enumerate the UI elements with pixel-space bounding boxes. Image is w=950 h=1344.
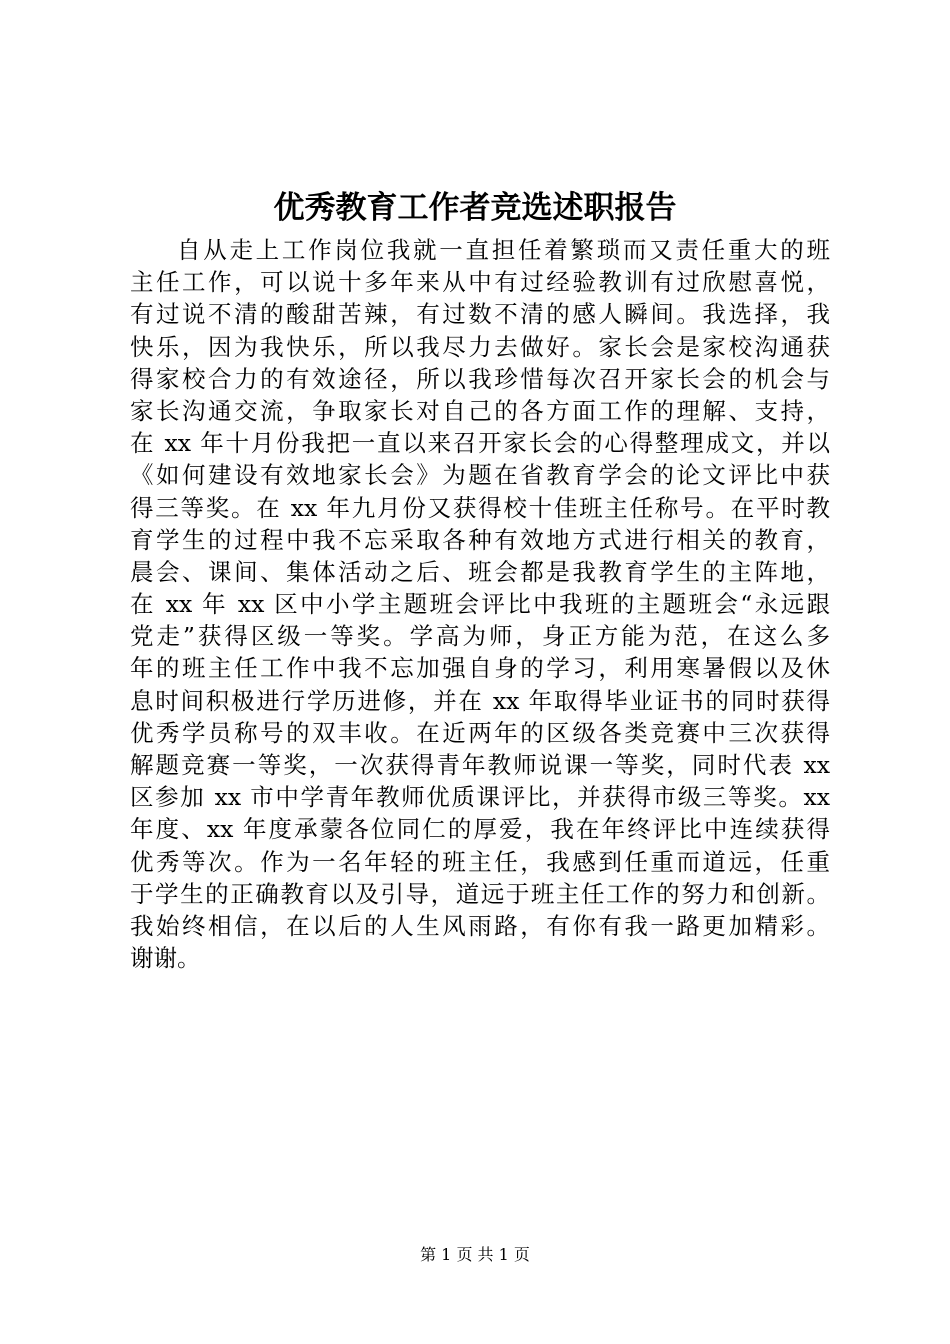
page-number-footer: 第 1 页 共 1 页: [420, 1245, 530, 1264]
body-line: 在 xx 年十月份我把一直以来召开家长会的心得整理成文，并以: [130, 429, 830, 458]
body-line: 主任工作，可以说十多年来从中有过经验教训有过欣慰喜悦，: [130, 268, 830, 297]
body-line: 年的班主任工作中我不忘加强自身的学习，利用寒暑假以及休: [130, 654, 830, 683]
body-line: 年度、xx 年度承蒙各位同仁的厚爱，我在年终评比中连续获得: [130, 815, 830, 844]
body-line: 家长沟通交流，争取家长对自己的各方面工作的理解、支持，: [130, 396, 830, 425]
body-line: 优秀等次。作为一名年轻的班主任，我感到任重而道远，任重: [130, 847, 830, 876]
body-line: 于学生的正确教育以及引导，道远于班主任工作的努力和创新。: [130, 879, 830, 908]
body-line: 息时间积极进行学历进修，并在 xx 年取得毕业证书的同时获得: [130, 686, 830, 715]
body-line: 我始终相信，在以后的人生风雨路，有你有我一路更加精彩。: [130, 911, 830, 940]
body-line: 快乐，因为我快乐，所以我尽力去做好。家长会是家校沟通获: [130, 332, 830, 361]
body-line: 区参加 xx 市中学青年教师优质课评比，并获得市级三等奖。xx: [130, 783, 830, 812]
document-title: 优秀教育工作者竞选述职报告: [273, 190, 677, 226]
body-line: 在 xx 年 xx 区中小学主题班会评比中我班的主题班会“永远跟: [130, 590, 830, 619]
body-line: 有过说不清的酸甜苦辣，有过数不清的感人瞬间。我选择，我: [130, 300, 830, 329]
body-line: 党走”获得区级一等奖。学高为师，身正方能为范，在这么多: [130, 622, 830, 651]
body-line: 《如何建设有效地家长会》为题在省教育学会的论文评比中获: [130, 461, 830, 490]
body-line: 解题竞赛一等奖，一次获得青年教师说课一等奖，同时代表 xx: [130, 751, 830, 779]
body-line: 育学生的过程中我不忘采取各种有效地方式进行相关的教育，: [130, 525, 830, 554]
body-line: 自从走上工作岗位我就一直担任着繁琐而又责任重大的班: [177, 236, 830, 264]
document-body: [130, 234, 830, 974]
body-line: 优秀学员称号的双丰收。在近两年的区级各类竞赛中三次获得: [130, 718, 830, 747]
body-line: 晨会、课间、集体活动之后、班会都是我教育学生的主阵地，: [130, 557, 830, 586]
body-line: 谢谢。: [130, 944, 201, 973]
body-line: 得家校合力的有效途径，所以我珍惜每次召开家长会的机会与: [130, 364, 830, 393]
body-line: 得三等奖。在 xx 年九月份又获得校十佳班主任称号。在平时教: [130, 493, 830, 522]
